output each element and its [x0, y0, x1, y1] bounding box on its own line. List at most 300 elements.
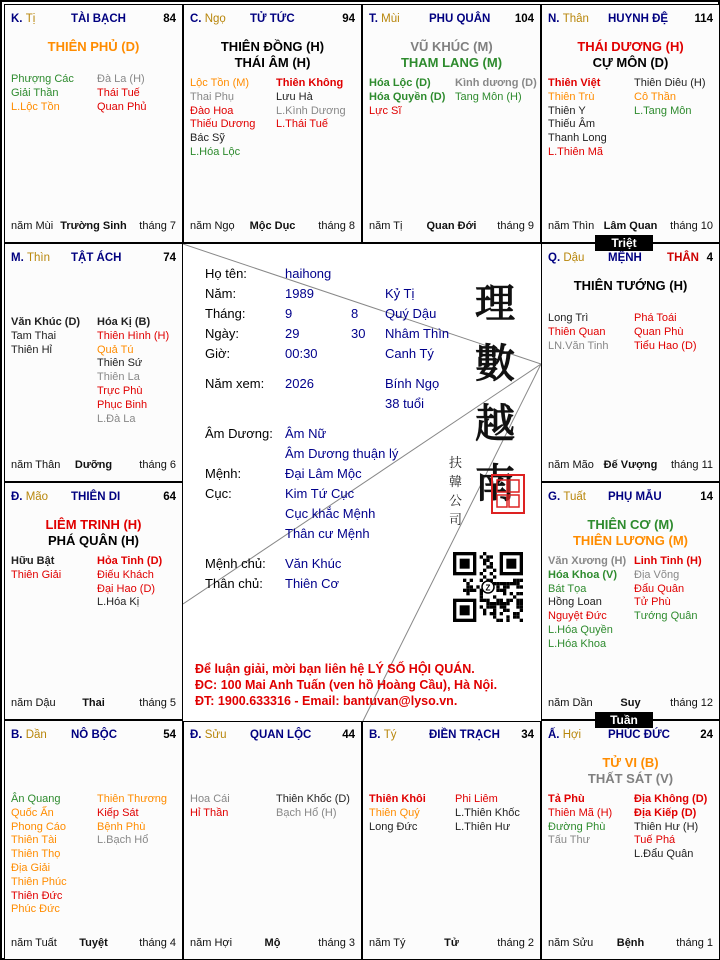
year-label: Năm: [205, 286, 237, 301]
major-star: LIÊM TRINH (H) [45, 517, 142, 532]
minor-star: Bệnh Phù [97, 820, 146, 833]
palace-footer [11, 697, 176, 711]
minor-star: Thiên Quý [369, 806, 420, 819]
palace-header [11, 13, 176, 29]
palace-footer [369, 220, 534, 234]
palace-branch: T. [369, 13, 378, 25]
than-badge: THÂN [667, 252, 699, 264]
palace-number: 74 [163, 252, 176, 264]
palace-life-stage: Suy [620, 697, 641, 709]
minor-star: Kình dương (D) [455, 77, 537, 89]
minor-stars-left [11, 555, 61, 583]
hour-label: Giờ: [205, 346, 231, 361]
palace-month: tháng 9 [497, 220, 534, 232]
palace-year: năm Tị [369, 220, 403, 232]
minor-star: Bát Tọa [548, 582, 587, 595]
palace-number: 4 [706, 252, 713, 264]
day-solar: 29 [285, 326, 300, 341]
minor-star: L.Lộc Tồn [11, 100, 60, 113]
palace-footer [11, 220, 176, 234]
palace-life-stage: Đế Vượng [603, 459, 658, 471]
minor-star: Tam Thai [11, 329, 57, 342]
minor-star: Đại Hao (D) [97, 582, 156, 595]
minor-star: Thiên Đức [11, 889, 63, 902]
minor-star: Thiên Khốc (D) [276, 793, 350, 805]
minor-star: Thiên Giải [11, 568, 62, 581]
palace-footer [190, 937, 355, 951]
minor-star: Thiên Trù [548, 90, 595, 103]
minor-star: Đẩu Quân [634, 582, 685, 595]
minor-star: L.Hóa Kị [97, 596, 140, 609]
palace-number: 94 [342, 13, 355, 25]
palace-branch: B. [369, 729, 381, 741]
palace-mao [4, 482, 183, 720]
minor-star: Hồng Loan [548, 596, 602, 609]
red-seal-stamp [491, 474, 525, 514]
palace-branch: N. [548, 13, 560, 25]
major-star: TỬ VI (B) [602, 755, 659, 770]
palace-life-stage: Mộ [264, 937, 281, 949]
hour-value: 00:30 [285, 346, 318, 361]
palace-year: năm Ngọ [190, 220, 235, 232]
palace-month: tháng 3 [318, 937, 355, 949]
palace-earthly-branch: Tý [383, 729, 397, 741]
contact-line-2: ĐC: 100 Mai Anh Tuấn (ven hồ Hoàng Cầu), Hà Nội. [195, 678, 498, 692]
minor-star: Tử Phù [634, 596, 671, 609]
minor-star: Thiên La [97, 371, 140, 384]
minor-star: Thiên Phúc [11, 875, 67, 888]
minor-star: Tấu Thư [548, 834, 591, 847]
minor-star: Thiên Thọ [11, 848, 61, 861]
minor-star: L.Đà La [97, 412, 136, 425]
minor-star: Hóa Lộc (D) [369, 77, 431, 89]
minor-star: Lộc Tồn (M) [190, 77, 250, 89]
minor-star: Cô Thần [634, 90, 676, 103]
palace-earthly-branch: Ngọ [204, 13, 226, 25]
day-lunar: 30 [351, 326, 366, 341]
month-solar: 9 [285, 306, 293, 321]
palace-header [11, 729, 176, 745]
minor-star: Địa Không (D) [634, 793, 708, 805]
brand-char-4: 南 [475, 460, 515, 507]
palace-branch: Đ. [190, 729, 202, 741]
minor-stars-right [634, 77, 706, 118]
triet-marker: Triệt [595, 235, 653, 251]
brand-char-1: 理 [475, 280, 515, 327]
brand-char-3: 越 [475, 400, 515, 447]
major-star: THÁI DƯƠNG (H) [577, 39, 684, 54]
minor-star: Quốc Ấn [11, 806, 54, 819]
palace-life-stage: Tuyệt [79, 937, 108, 949]
minor-star: Phi Liêm [455, 793, 498, 805]
palace-month: tháng 11 [670, 459, 713, 471]
palace-year: năm Tý [369, 937, 406, 949]
day-canchi: Nhâm Thìn [385, 326, 450, 341]
minor-star: Thiên Quan [548, 325, 606, 338]
minor-stars-left [548, 793, 612, 848]
age-value: 38 tuổi [385, 396, 425, 411]
menh-label: Mệnh: [205, 466, 242, 481]
minor-star: Hữu Bật [11, 555, 55, 567]
palace-header [548, 252, 713, 268]
palace-footer [548, 937, 713, 951]
view-year-value: 2026 [285, 376, 314, 391]
brand-char-2: 數 [475, 340, 515, 387]
palace-month: tháng 6 [139, 459, 176, 471]
palace-name: HUYNH ĐỆ [608, 13, 669, 25]
palace-footer [190, 220, 355, 234]
minor-stars-left [548, 77, 607, 160]
palace-name: TỬ TỨC [250, 13, 295, 25]
palace-year: năm Sửu [548, 937, 594, 949]
minor-stars-right [634, 312, 697, 353]
palace-branch: M. [11, 252, 24, 264]
minor-star: Hóa Khoa (V) [548, 568, 618, 581]
palace-header [369, 13, 534, 29]
palace-footer [11, 459, 176, 473]
major-star: THIÊN ĐỒNG (H) [220, 39, 325, 54]
minor-star: Thiên Việt [548, 77, 601, 89]
palace-number: 24 [700, 729, 713, 741]
palace-branch: Q. [548, 252, 561, 264]
minor-stars-left [369, 77, 445, 118]
minor-star: Hóa Kị (B) [97, 316, 151, 328]
palace-year: năm Tuất [11, 937, 57, 949]
minor-star: Lực Sĩ [369, 104, 402, 117]
minor-star: Thiên Tài [11, 834, 57, 847]
major-star: CỰ MÔN (D) [592, 55, 669, 70]
palace-than [541, 4, 720, 243]
palace-earthly-branch: Tuất [563, 491, 586, 503]
palace-branch: K. [11, 13, 23, 25]
palace-footer [11, 937, 176, 951]
minor-stars-left [369, 793, 426, 834]
minor-star: Hoa Cái [190, 793, 230, 805]
minor-star: Địa Kiếp (D) [634, 806, 697, 819]
palace-ti [362, 720, 541, 960]
palace-earthly-branch: Mão [25, 491, 49, 503]
palace-month: tháng 8 [318, 220, 355, 232]
minor-star: L.Hóa Quyền [548, 623, 613, 636]
minor-stars-right [276, 77, 346, 132]
minor-star: Tang Môn (H) [455, 90, 522, 103]
palace-header [369, 729, 534, 745]
minor-stars-left [190, 793, 230, 821]
cuc-note: Cục khắc Mệnh [285, 506, 376, 521]
thanchu-label: Thân chủ: [205, 576, 263, 591]
minor-stars-left [11, 793, 67, 917]
minor-star: Tả Phù [548, 793, 585, 805]
brand-sub-4: 司 [449, 513, 463, 528]
major-star: THIÊN TƯỚNG (H) [573, 278, 688, 293]
minor-star: L.Thiên Mã [548, 145, 604, 158]
palace-name: PHÚC ĐỨC [608, 729, 670, 741]
palace-earthly-branch: Thân [562, 13, 589, 25]
palace-life-stage: Tử [444, 937, 459, 949]
palace-number: 54 [163, 729, 176, 741]
palace-branch: Ấ. [548, 729, 560, 741]
palace-name: PHỤ MẪU [608, 491, 662, 503]
palace-earthly-branch: Dần [25, 729, 47, 741]
minor-stars-right [276, 793, 350, 821]
palace-header [11, 252, 176, 268]
minor-star: Văn Xương (H) [548, 555, 627, 567]
name-label: Họ tên: [205, 266, 247, 281]
month-canchi: Quý Dậu [385, 306, 437, 321]
minor-star: Trực Phù [97, 384, 143, 397]
palace-number: 44 [342, 729, 355, 741]
qr-code-icon [453, 552, 523, 622]
menhchu-value: Văn Khúc [285, 556, 342, 571]
name-value: haihong [285, 266, 332, 281]
palace-earthly-branch: Thìn [26, 252, 50, 264]
palace-earthly-branch: Mùi [381, 13, 400, 25]
palace-year: năm Hợi [190, 937, 233, 949]
palace-name: ĐIỀN TRẠCH [429, 729, 500, 741]
palace-footer [548, 697, 713, 711]
amduong-label: Âm Dương: [205, 426, 273, 441]
palace-footer [548, 220, 713, 234]
minor-star: L.Thái Tuế [276, 118, 328, 131]
minor-star: Địa Võng [634, 568, 680, 581]
minor-star: Giải Thần [11, 86, 59, 99]
palace-month: tháng 2 [497, 937, 534, 949]
minor-star: Ân Quang [11, 793, 61, 805]
palace-branch: C. [190, 13, 202, 25]
menhchu-label: Mệnh chủ: [205, 556, 266, 571]
minor-star: Thiên Y [548, 104, 586, 117]
brand-sub-3: 公 [449, 494, 463, 509]
palace-life-stage: Trường Sinh [60, 220, 127, 232]
minor-stars-left [548, 312, 609, 353]
palace-header [190, 13, 355, 29]
palace-month: tháng 10 [670, 220, 713, 232]
minor-star: L.Kình Dương [276, 104, 346, 117]
palace-footer [369, 937, 534, 951]
palace-number: 84 [163, 13, 176, 25]
minor-star: Phong Cáo [11, 820, 67, 833]
palace-year: năm Mão [548, 459, 594, 471]
minor-star: L.Tang Môn [634, 104, 692, 117]
palace-life-stage: Quan Đới [426, 220, 477, 232]
brand-sub-2: 韓 [449, 475, 463, 490]
palace-name: NÔ BỘC [71, 729, 117, 741]
palace-dan [4, 720, 183, 960]
palace-number: 64 [163, 491, 176, 503]
palace-footer [548, 459, 713, 473]
palace-header [548, 729, 713, 745]
center-info-panel [183, 243, 541, 722]
minor-star: Thiếu Dương [190, 118, 256, 131]
palace-branch: B. [11, 729, 23, 741]
palace-life-stage: Mộc Dục [249, 220, 296, 232]
minor-star: Thái Tuế [97, 86, 140, 99]
palace-earthly-branch: Sửu [204, 729, 227, 741]
major-star: THÁI ÂM (H) [234, 55, 311, 70]
year-value: 1989 [285, 286, 314, 301]
palace-month: tháng 12 [670, 697, 713, 709]
palace-hoi [541, 720, 720, 960]
minor-star: Địa Giải [11, 861, 51, 874]
year-canchi: Kỷ Tị [385, 286, 415, 301]
minor-star: Phúc Đức [11, 903, 60, 916]
major-star: THIÊN CƠ (M) [587, 517, 674, 532]
palace-year: năm Dần [548, 697, 593, 709]
month-lunar: 8 [351, 306, 359, 321]
than-note: Thân cư Mệnh [285, 526, 370, 541]
minor-star: Thiên Sứ [97, 357, 143, 370]
palace-name: TÀI BẠCH [71, 13, 126, 25]
minor-star: Nguyệt Đức [548, 610, 607, 623]
minor-star: Tướng Quân [634, 610, 698, 623]
hour-canchi: Canh Tý [385, 346, 434, 361]
minor-stars-left [190, 77, 255, 160]
minor-star: L.Bạch Hổ [97, 834, 149, 847]
palace-life-stage: Thai [82, 697, 105, 709]
minor-star: Thiếu Âm [548, 118, 596, 131]
major-star: THIÊN PHỦ (D) [47, 39, 140, 54]
minor-stars-right [97, 73, 147, 114]
minor-star: Kiếp Sát [97, 806, 139, 819]
palace-month: tháng 7 [139, 220, 176, 232]
palace-year: năm Thìn [548, 220, 595, 232]
day-label: Ngày: [205, 326, 239, 341]
major-star: THAM LANG (M) [400, 55, 503, 70]
palace-number: 14 [700, 491, 713, 503]
minor-star: Văn Khúc (D) [11, 316, 81, 328]
minor-stars-left [548, 555, 626, 652]
palace-suu [183, 720, 362, 960]
cuc-value: Kim Tứ Cục [285, 486, 355, 501]
palace-thin [4, 243, 183, 482]
minor-star: L.Thiên Khốc [455, 806, 520, 819]
minor-star: Bác Sỹ [190, 132, 225, 145]
minor-star: Long Đức [369, 820, 418, 833]
minor-stars-right [97, 555, 162, 610]
minor-star: Thiên Không [276, 77, 344, 89]
minor-star: Đào Hoa [190, 104, 234, 117]
thanchu-value: Thiên Cơ [285, 576, 340, 591]
minor-star: LN.Văn Tinh [548, 339, 609, 352]
minor-star: Lưu Hà [276, 90, 313, 103]
palace-number: 104 [514, 13, 534, 25]
minor-stars-left [11, 73, 74, 114]
minor-stars-right [97, 316, 169, 426]
palace-tuat [541, 482, 720, 720]
palace-branch: G. [548, 491, 561, 503]
minor-stars-right [634, 793, 707, 862]
minor-star: Đà La (H) [97, 73, 145, 85]
view-year-label: Năm xem: [205, 376, 265, 391]
palace-year: năm Dậu [11, 697, 56, 709]
amduong-note: Âm Dương thuận lý [285, 446, 399, 461]
palace-name: MỆNH [608, 252, 642, 264]
palace-life-stage: Bệnh [616, 937, 645, 949]
palace-earthly-branch: Dậu [563, 252, 585, 264]
palace-number: 34 [521, 729, 534, 741]
palace-name: PHU QUÂN [429, 13, 491, 25]
svg-text:Z: Z [485, 583, 491, 593]
palace-mui [362, 4, 541, 243]
palace-header [11, 491, 176, 507]
minor-star: Quả Tú [97, 343, 134, 356]
palace-year: năm Mùi [11, 220, 54, 232]
minor-star: Thai Phụ [190, 90, 235, 103]
minor-star: Thiên Hình (H) [97, 329, 170, 342]
minor-star: Thiên Thương [97, 793, 168, 805]
brand-sub-1: 扶 [449, 456, 463, 471]
palace-branch: Đ. [11, 491, 23, 503]
major-star: THIÊN LƯƠNG (M) [572, 533, 689, 548]
palace-ngo [183, 4, 362, 243]
palace-earthly-branch: Tị [25, 13, 36, 25]
major-star: VŨ KHÚC (M) [410, 39, 493, 54]
minor-star: Phục Binh [97, 398, 148, 411]
view-year-canchi: Bính Ngọ [385, 376, 440, 391]
minor-star: Hóa Quyền (D) [369, 90, 446, 103]
minor-star: Bạch Hổ (H) [276, 806, 337, 819]
minor-star: Tuế Phá [634, 834, 676, 847]
minor-star: Thiên Diêu (H) [634, 77, 706, 89]
contact-line-1: Để luận giải, mời bạn liên hệ LÝ SỐ HỘI QUÁN. [195, 662, 475, 676]
palace-header [548, 13, 713, 29]
minor-stars-right [455, 77, 537, 105]
palace-year: năm Thân [11, 459, 61, 471]
minor-star: Thanh Long [548, 132, 607, 145]
major-star: PHÁ QUÂN (H) [48, 533, 139, 548]
palace-month: tháng 5 [139, 697, 176, 709]
amduong-value: Âm Nữ [285, 426, 327, 441]
minor-star: Đường Phù [548, 820, 606, 833]
minor-star: Hỉ Thần [190, 806, 229, 819]
contact-line-3: ĐT: 1900.633316 - Email: bantuvan@lyso.vn. [195, 694, 458, 708]
minor-star: Phượng Các [11, 73, 74, 85]
palace-life-stage: Lâm Quan [603, 220, 658, 232]
minor-stars-right [455, 793, 520, 834]
minor-star: Quan Phù [634, 325, 684, 338]
minor-star: Long Trì [548, 312, 589, 324]
palace-header [190, 729, 355, 745]
palace-header [548, 491, 713, 507]
minor-star: Thiên Hỉ [11, 343, 52, 356]
palace-name: TẬT ÁCH [71, 252, 122, 264]
cuc-label: Cục: [205, 486, 232, 501]
minor-star: Phá Toái [634, 312, 677, 324]
palace-name: THIÊN DI [71, 491, 121, 503]
minor-star: Thiên Khôi [369, 793, 426, 805]
minor-star: Tiểu Hao (D) [634, 339, 697, 352]
palace-month: tháng 4 [139, 937, 176, 949]
minor-star: L.Hóa Lộc [190, 145, 241, 158]
minor-star: L.Đẩu Quân [634, 848, 694, 861]
tuan-marker: Tuần [595, 712, 653, 728]
palace-ty [4, 4, 183, 243]
minor-star: Quan Phủ [97, 100, 147, 113]
minor-star: Linh Tinh (H) [634, 555, 702, 567]
minor-star: Thiên Hư (H) [634, 820, 699, 833]
major-star: THẤT SÁT (V) [587, 771, 674, 786]
minor-star: Thiên Mã (H) [548, 806, 613, 819]
palace-number: 114 [694, 13, 713, 25]
palace-month: tháng 1 [676, 937, 713, 949]
palace-life-stage: Dưỡng [74, 459, 113, 471]
minor-star: L.Hóa Khoa [548, 637, 607, 650]
minor-stars-right [97, 793, 167, 848]
palace-earthly-branch: Hợi [562, 729, 582, 741]
minor-star: Hỏa Tinh (D) [97, 555, 163, 567]
minor-star: Điếu Khách [97, 568, 154, 581]
minor-stars-left [11, 316, 80, 357]
